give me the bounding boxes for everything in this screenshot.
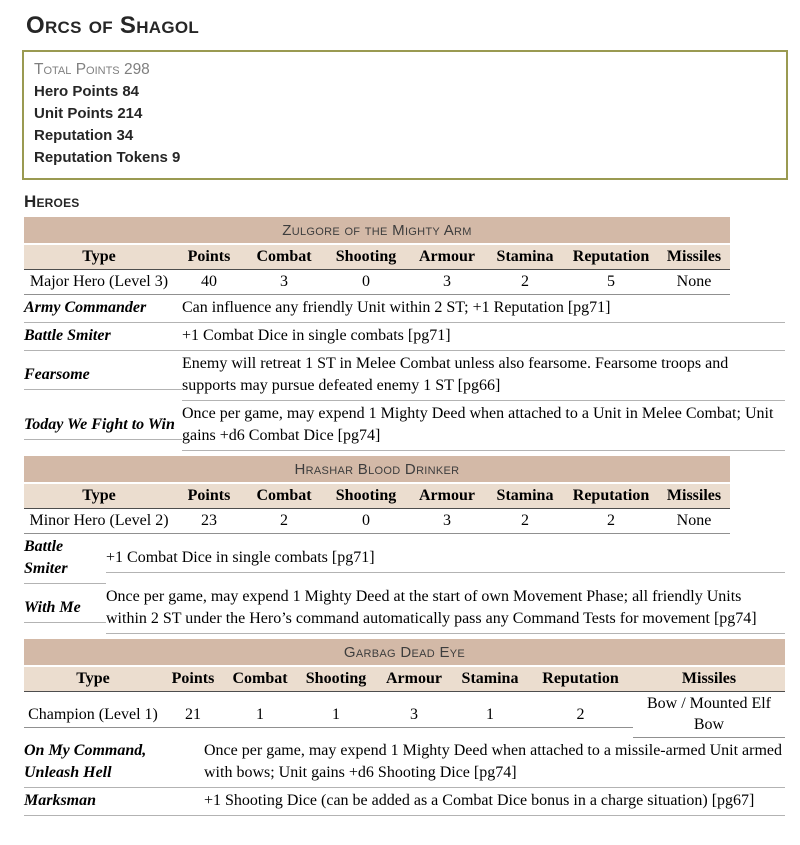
rule-row (24, 295, 785, 323)
col-stamina: Stamina (486, 484, 564, 509)
stats-header-row (24, 245, 730, 270)
rule-name: Marksman (24, 788, 204, 816)
rule-row (24, 584, 785, 634)
stat-type: Champion (Level 1) (24, 692, 162, 739)
hero-rules-table (24, 738, 785, 816)
hero-name-band: Garbag Dead Eye (24, 639, 785, 665)
hero-card-garbag (24, 639, 785, 816)
rule-text: +1 Shooting Dice (can be added as a Combat Dice bonus in a charge situation) [pg67] (204, 788, 785, 816)
hero-stats-table (24, 245, 730, 295)
col-shooting: Shooting (324, 245, 408, 270)
rule-text: +1 Combat Dice in single combats [pg71] (182, 323, 785, 351)
stats-header-row (24, 667, 785, 692)
rule-text: Once per game, may expend 1 Mighty Deed when attached to a Unit in Melee Combat; Unit gains +d6 Combat Dice [pg74] (182, 401, 785, 451)
stat-reputation: 2 (528, 692, 633, 739)
col-points: Points (162, 667, 224, 692)
stat-armour: 3 (376, 692, 452, 739)
col-combat: Combat (244, 245, 324, 270)
rule-row (24, 351, 785, 401)
summary-reputation: Reputation 34 (34, 127, 134, 144)
stat-stamina: 2 (486, 509, 564, 535)
stat-missiles: None (658, 270, 730, 296)
stat-shooting: 0 (324, 509, 408, 535)
col-points: Points (174, 484, 244, 509)
rule-row (24, 738, 785, 788)
hero-rules-table (24, 295, 785, 451)
hero-card-zulgore (24, 217, 785, 451)
col-missiles: Missiles (633, 667, 785, 692)
rule-text: Enemy will retreat 1 ST in Melee Combat unless also fearsome. Fearsome troops and supports may pursue defeated enemy 1 ST [pg66] (182, 351, 785, 401)
col-points: Points (174, 245, 244, 270)
col-combat: Combat (224, 667, 296, 692)
hero-card-hrashar (24, 456, 785, 634)
stat-combat: 1 (224, 692, 296, 739)
col-armour: Armour (408, 484, 486, 509)
summary-box (22, 50, 788, 180)
rule-row (24, 323, 785, 351)
col-missiles: Missiles (658, 484, 730, 509)
rule-row (24, 788, 785, 816)
stat-combat: 2 (244, 509, 324, 535)
rule-text: Once per game, may expend 1 Mighty Deed when attached to a missile-armed Unit armed with bows; Unit gains +d6 Shooting Dice [pg74] (204, 738, 785, 788)
summary-reputation-tokens: Reputation Tokens 9 (34, 149, 181, 166)
stat-reputation: 2 (564, 509, 658, 535)
stat-shooting: 1 (296, 692, 376, 739)
col-shooting: Shooting (324, 484, 408, 509)
rule-row (24, 401, 785, 451)
stat-missiles: Bow / Mounted Elf Bow (633, 692, 785, 739)
rule-name: With Me (24, 584, 106, 634)
col-reputation: Reputation (564, 245, 658, 270)
col-reputation: Reputation (528, 667, 633, 692)
stat-type: Minor Hero (Level 2) (24, 509, 174, 535)
col-reputation: Reputation (564, 484, 658, 509)
stat-points: 21 (162, 692, 224, 739)
stats-header-row (24, 484, 730, 509)
col-combat: Combat (244, 484, 324, 509)
hero-name-band: Hrashar Blood Drinker (24, 456, 730, 482)
col-missiles: Missiles (658, 245, 730, 270)
stat-missiles: None (658, 509, 730, 535)
stat-stamina: 2 (486, 270, 564, 296)
col-type: Type (24, 667, 162, 692)
rule-name: On My Command, Unleash Hell (24, 738, 204, 788)
col-armour: Armour (408, 245, 486, 270)
summary-hero-points: Hero Points 84 (34, 83, 140, 100)
col-stamina: Stamina (486, 245, 564, 270)
rule-text: Can influence any friendly Unit within 2 ST; +1 Reputation [pg71] (182, 295, 785, 323)
rule-name: Army Commander (24, 295, 182, 323)
stats-value-row (24, 692, 785, 739)
hero-stats-table (24, 484, 730, 534)
stat-stamina: 1 (452, 692, 528, 739)
stat-armour: 3 (408, 509, 486, 535)
stat-type: Major Hero (Level 3) (24, 270, 174, 296)
hero-name-band: Zulgore of the Mighty Arm (24, 217, 730, 243)
stat-shooting: 0 (324, 270, 408, 296)
rule-name: Battle Smiter (24, 534, 106, 584)
summary-total-points: Total Points 298 (34, 61, 150, 78)
rule-text: Once per game, may expend 1 Mighty Deed at the start of own Movement Phase; all friendly Units within 2 ST under the Hero’s command automatically pass any Command Tests for movement [pg74] (106, 584, 785, 634)
stats-value-row (24, 270, 730, 296)
rule-name: Fearsome (24, 351, 182, 401)
page-title: Orcs of Shagol (26, 12, 200, 39)
stat-combat: 3 (244, 270, 324, 296)
stat-points: 23 (174, 509, 244, 535)
rule-row (24, 534, 785, 584)
col-stamina: Stamina (452, 667, 528, 692)
summary-unit-points: Unit Points 214 (34, 105, 143, 122)
hero-stats-table (24, 667, 785, 738)
rule-name: Battle Smiter (24, 323, 182, 351)
stats-value-row (24, 509, 730, 535)
col-armour: Armour (376, 667, 452, 692)
stat-reputation: 5 (564, 270, 658, 296)
hero-rules-table (24, 534, 785, 634)
col-shooting: Shooting (296, 667, 376, 692)
stat-armour: 3 (408, 270, 486, 296)
stat-points: 40 (174, 270, 244, 296)
section-heading-heroes: Heroes (24, 192, 80, 211)
col-type: Type (24, 245, 174, 270)
col-type: Type (24, 484, 174, 509)
rule-name: Today We Fight to Win (24, 401, 182, 451)
rule-text: +1 Combat Dice in single combats [pg71] (106, 534, 785, 584)
